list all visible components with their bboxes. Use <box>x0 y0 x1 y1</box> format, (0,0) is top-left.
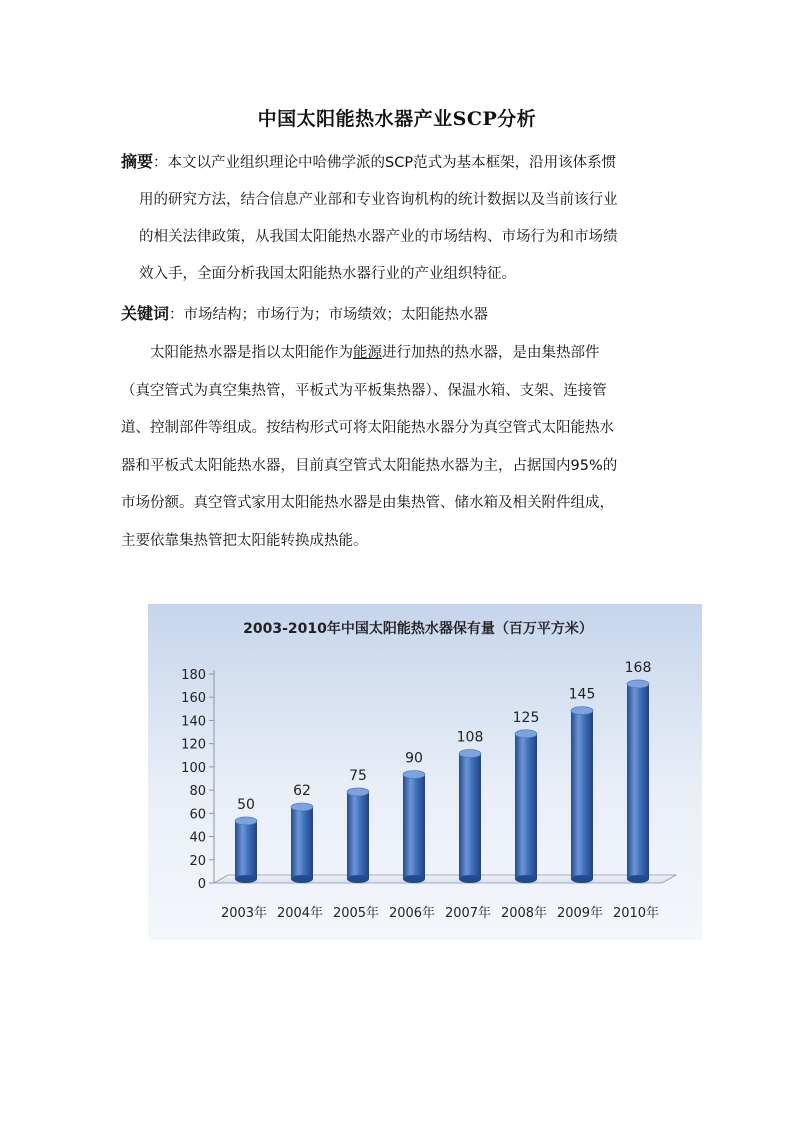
chart-frame <box>148 604 702 940</box>
abstract-separator: ： <box>153 155 168 171</box>
body-line-5: 市场份额。真空管式家用太阳能热水器是由集热管、储水箱及相关附件组成， <box>121 495 614 511</box>
bar-base <box>571 875 593 883</box>
bar-base <box>291 875 313 883</box>
data-label: 168 <box>624 659 652 676</box>
abstract-first-line <box>121 152 616 173</box>
data-label: 125 <box>512 709 540 726</box>
chart-floor <box>214 875 676 883</box>
abstract-line-4: 效入手，全面分析我国太阳能热水器行业的产业组织特征。 <box>139 266 516 282</box>
bar-top <box>403 771 425 779</box>
data-label: 90 <box>405 750 423 767</box>
chart-bar <box>403 771 425 884</box>
y-tick-label: 180 <box>181 668 206 683</box>
bar-top <box>235 817 257 825</box>
data-label: 75 <box>349 767 367 784</box>
data-label: 62 <box>293 783 311 800</box>
bar-chart <box>148 604 702 940</box>
y-tick-label: 60 <box>189 807 206 823</box>
chart-bar <box>627 680 649 883</box>
abstract-line-1: 本文以产业组织理论中哈佛学派的SCP范式为基本框架，沿用该体系惯 <box>167 155 617 171</box>
bar-body <box>291 807 313 879</box>
bar-body <box>403 775 425 880</box>
bar-top <box>571 707 593 715</box>
x-tick-label: 2009年 <box>556 906 604 921</box>
chart-bar <box>347 788 369 883</box>
bar-body <box>459 754 481 879</box>
bar-base <box>235 875 257 883</box>
bar-top <box>347 788 369 796</box>
bar-top <box>291 803 313 811</box>
y-tick-label: 160 <box>181 691 206 707</box>
keywords-line <box>121 304 488 325</box>
y-tick-label: 120 <box>181 737 206 753</box>
data-label: 145 <box>568 686 596 703</box>
body-line-3: 道、控制部件等组成。按结构形式可将太阳能热水器分为真空管式太阳能热水 <box>121 420 614 436</box>
keywords-separator: ： <box>169 307 184 323</box>
abstract-line-3: 的相关法律政策，从我国太阳能热水器产业的市场结构、市场行为和市场绩 <box>139 229 618 245</box>
body-line-1-post: 进行加热的热水器，是由集热部件 <box>382 345 600 361</box>
y-tick-label: 20 <box>189 853 206 869</box>
x-tick-label: 2007年 <box>444 906 492 921</box>
body-line-1 <box>150 343 600 363</box>
x-tick-label: 2004年 <box>276 906 324 921</box>
data-label: 50 <box>237 796 255 813</box>
bar-base <box>459 875 481 883</box>
data-label: 108 <box>456 729 484 746</box>
bar-body <box>347 792 369 879</box>
energy-link[interactable]: 能源 <box>353 345 382 361</box>
keywords-label: 关键词 <box>121 304 170 323</box>
chart-title: 2003-2010年中国太阳能热水器保有量（百万平方米） <box>243 621 593 637</box>
bar-top <box>459 750 481 758</box>
body-line-2: （真空管式为真空集热管，平板式为平板集热器）、保温水箱、支架、连接管 <box>121 383 607 399</box>
chart-bar <box>459 750 481 883</box>
bar-base <box>515 875 537 883</box>
bar-top <box>627 680 649 688</box>
x-tick-label: 2006年 <box>388 906 436 921</box>
y-tick-label: 100 <box>181 760 206 776</box>
y-tick-label: 40 <box>189 830 206 846</box>
bar-base <box>403 875 425 883</box>
bar-base <box>347 875 369 883</box>
chart-bar <box>235 817 257 883</box>
abstract-line-2: 用的研究方法，结合信息产业部和专业咨询机构的统计数据以及当前该行业 <box>139 192 618 208</box>
bar-body <box>571 711 593 879</box>
y-tick-label: 140 <box>181 714 206 730</box>
chart-bars <box>235 660 651 883</box>
y-tick-label: 0 <box>197 877 206 892</box>
abstract-label: 摘要 <box>121 152 154 171</box>
chart-bar <box>515 730 537 883</box>
x-tick-label: 2008年 <box>500 906 548 921</box>
chart-axes <box>181 668 676 921</box>
bar-body <box>515 734 537 879</box>
x-tick-label: 2003年 <box>220 906 268 921</box>
keywords-text: 市场结构；市场行为；市场绩效；太阳能热水器 <box>183 307 489 323</box>
bar-base <box>627 875 649 883</box>
bar-top <box>515 730 537 738</box>
x-tick-label: 2005年 <box>332 906 380 921</box>
bar-body <box>627 684 649 879</box>
body-line-1-pre: 太阳能热水器是指以太阳能作为 <box>150 345 353 361</box>
body-line-6: 主要依靠集热管把太阳能转换成热能。 <box>121 533 368 549</box>
chart-bar <box>571 707 593 883</box>
x-tick-label: 2010年 <box>612 906 660 921</box>
document-title: 中国太阳能热水器产业SCP分析 <box>257 108 537 130</box>
chart-bar <box>291 803 313 883</box>
bar-body <box>235 821 257 879</box>
y-tick-label: 80 <box>189 784 206 800</box>
body-line-4: 器和平板式太阳能热水器，目前真空管式太阳能热水器为主，占据国内95%的 <box>121 458 618 474</box>
